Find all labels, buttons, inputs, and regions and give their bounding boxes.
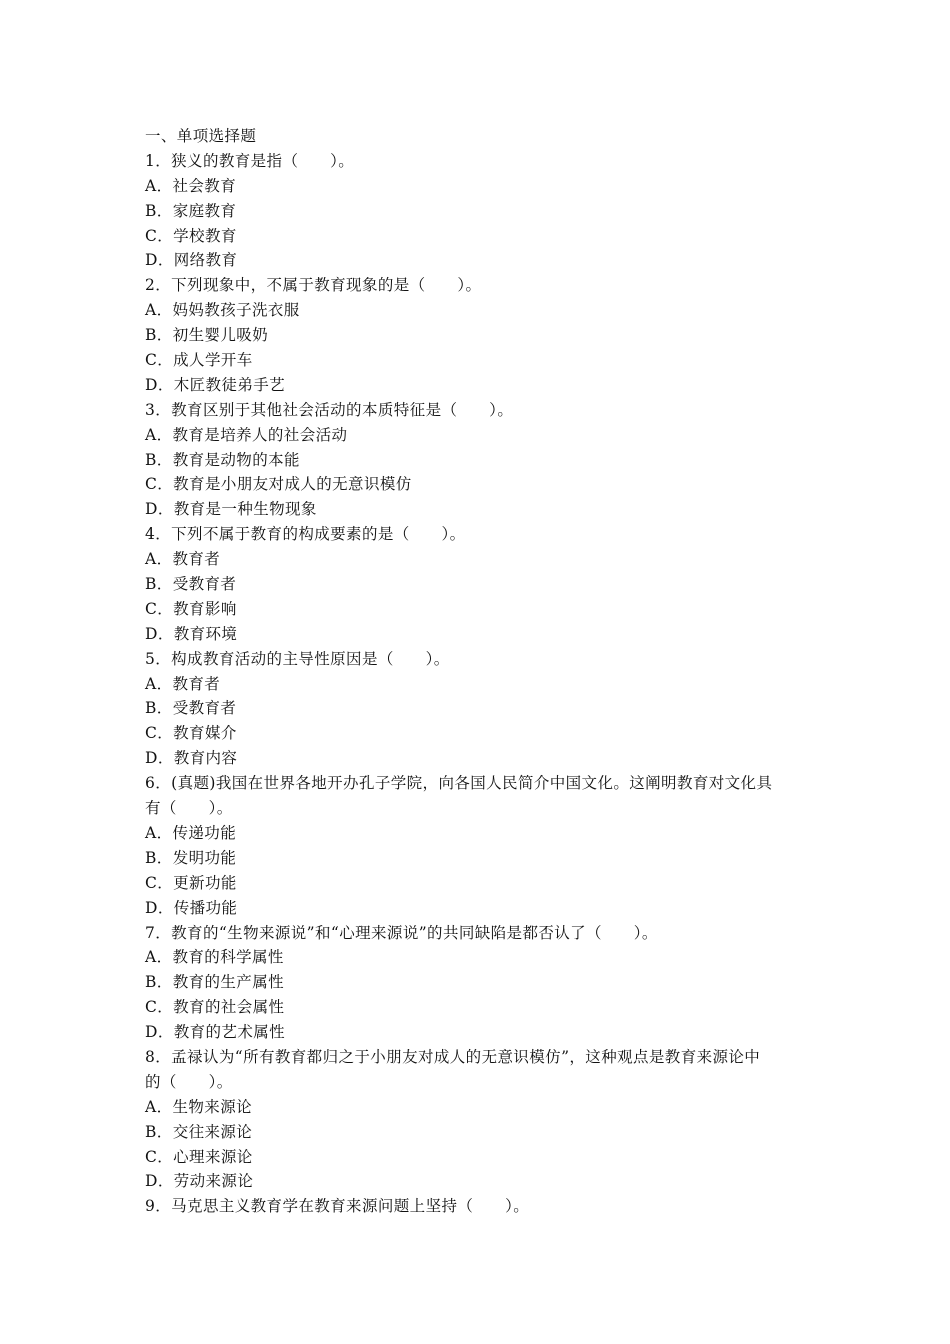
question-6: 6．(真题)我国在世界各地开办孔子学院，向各国人民简介中国文化。这阐明教育对文化具: [145, 774, 773, 793]
option-1c: C．学校教育: [145, 226, 237, 245]
option-2c: C．成人学开车: [145, 351, 253, 370]
question-4: 4．下列不属于教育的构成要素的是（ ）。: [145, 525, 466, 544]
option-7a: A．教育的科学属性: [145, 948, 284, 967]
option-4b: B．受教育者: [145, 575, 237, 594]
option-5b: B．受教育者: [145, 699, 237, 718]
question-8-cont: 的（ ）。: [145, 1072, 233, 1091]
question-9: 9．马克思主义教育学在教育来源问题上坚持（ ）。: [145, 1197, 530, 1216]
option-4d: D．教育环境: [145, 624, 238, 643]
option-3b: B．教育是动物的本能: [145, 450, 300, 469]
option-6b: B．发明功能: [145, 848, 237, 867]
option-7d: D．教育的艺术属性: [145, 1023, 286, 1042]
option-1b: B．家庭教育: [145, 201, 237, 220]
option-4c: C．教育影响: [145, 599, 237, 618]
question-1: 1．狭义的教育是指（ ）。: [145, 151, 355, 170]
option-6c: C．更新功能: [145, 873, 237, 892]
option-8b: B．交往来源论: [145, 1122, 253, 1141]
option-3d: D．教育是一种生物现象: [145, 500, 317, 519]
option-1a: A．社会教育: [145, 176, 237, 195]
document-page: [145, 124, 815, 1219]
section-heading: 一、单项选择题: [145, 127, 257, 145]
option-2a: A．妈妈教孩子洗衣服: [145, 301, 300, 320]
question-7: 7．教育的“生物来源说”和“心理来源说”的共同缺陷是都否认了（ ）。: [145, 923, 658, 942]
option-5a: A．教育者: [145, 674, 221, 693]
question-5: 5．构成教育活动的主导性原因是（ ）。: [145, 649, 450, 668]
option-5c: C．教育媒介: [145, 724, 237, 743]
option-2b: B．初生婴儿吸奶: [145, 326, 269, 345]
question-8: 8．孟禄认为“所有教育都归之于小朋友对成人的无意识模仿”，这种观点是教育来源论中: [145, 1047, 761, 1066]
option-6a: A．传递功能: [145, 823, 237, 842]
option-1d: D．网络教育: [145, 251, 238, 270]
question-3: 3．教育区别于其他社会活动的本质特征是（ ）。: [145, 400, 514, 419]
option-8d: D．劳动来源论: [145, 1172, 254, 1191]
option-8c: C．心理来源论: [145, 1147, 253, 1166]
question-6-cont: 有（ ）。: [145, 799, 233, 818]
option-4a: A．教育者: [145, 550, 221, 569]
option-5d: D．教育内容: [145, 749, 238, 768]
option-2d: D．木匠教徒弟手艺: [145, 375, 286, 394]
option-3a: A．教育是培养人的社会活动: [145, 425, 348, 444]
option-3c: C．教育是小朋友对成人的无意识模仿: [145, 475, 412, 494]
option-8a: A．生物来源论: [145, 1097, 252, 1116]
option-6d: D．传播功能: [145, 898, 238, 917]
option-7b: B．教育的生产属性: [145, 973, 284, 992]
question-2: 2．下列现象中，不属于教育现象的是（ ）。: [145, 276, 482, 295]
option-7c: C．教育的社会属性: [145, 998, 285, 1017]
